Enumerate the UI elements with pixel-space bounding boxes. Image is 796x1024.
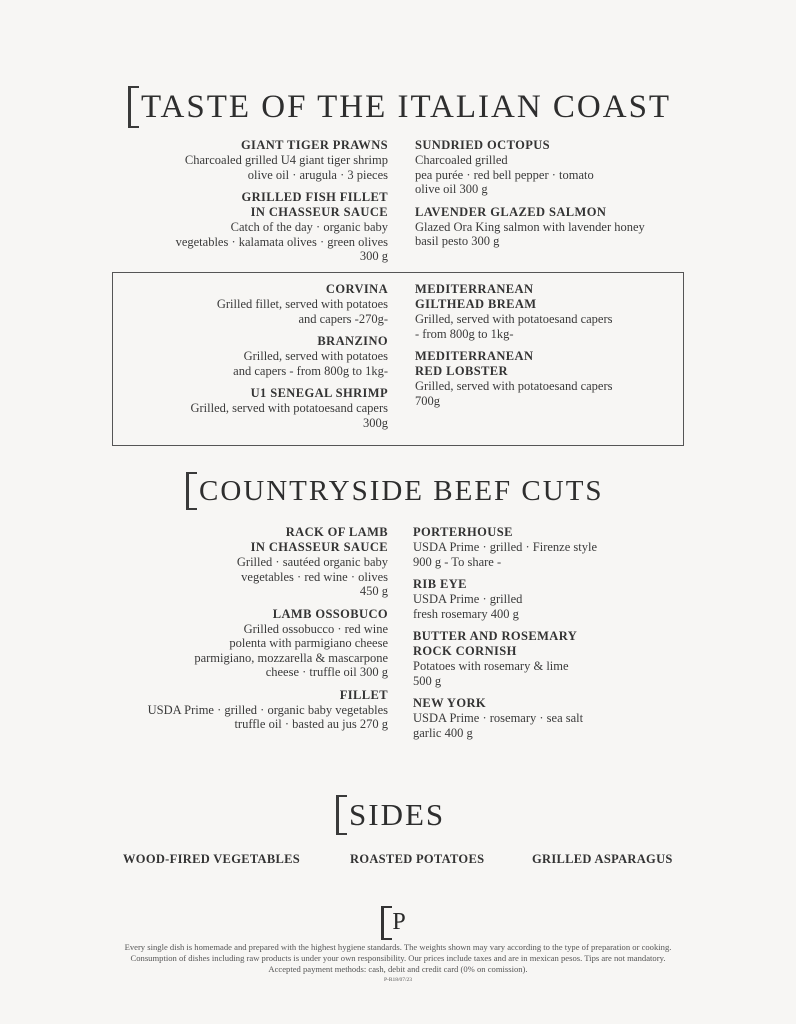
footer-line: Consumption of dishes including raw products is under your own responsibility. Our prices include taxes and are in mexican pesos. Tips are not mandatory. xyxy=(130,953,666,963)
menu-item xyxy=(413,577,673,621)
menu-item xyxy=(415,138,685,197)
logo-bracket-ornament xyxy=(381,906,392,940)
menu-item xyxy=(110,525,388,599)
fresh-catch-left-column xyxy=(140,282,388,438)
section-title-italian-coast xyxy=(128,86,671,128)
footer-disclaimer xyxy=(60,942,736,985)
menu-item-name: LAMB OSSOBUCO xyxy=(272,606,388,621)
menu-item xyxy=(140,386,388,430)
menu-item-description: Grilled, served with potatoesand capers - from 800g to 1kg- xyxy=(415,312,613,341)
footer-line: Every single dish is homemade and prepared with the highest hygiene standards. The weights shown may vary according to the type of preparation or cooking. xyxy=(124,942,672,952)
beef-cuts-left-column xyxy=(110,525,388,740)
menu-item-name: GIANT TIGER PRAWNS xyxy=(240,138,388,152)
menu-item-description: Potatoes with rosemary & lime 500 g xyxy=(413,659,569,688)
menu-item xyxy=(140,334,388,378)
menu-item-description: Grilled ossobucco · red wine polenta with parmigiano cheese parmigiano, mozzarella & mascarpone cheese · truffle oil 300 g xyxy=(194,621,388,679)
italian-coast-right-column xyxy=(415,138,685,257)
menu-item-name: LAVENDER GLAZED SALMON xyxy=(415,204,607,219)
menu-item-name: BUTTER AND ROSEMARY ROCK CORNISH xyxy=(413,629,578,658)
menu-item-name: PORTERHOUSE xyxy=(413,525,513,539)
menu-item-description: Charcoaled grilled U4 giant tiger shrimp olive oil · arugula · 3 pieces xyxy=(184,153,388,182)
menu-item xyxy=(150,190,388,264)
beef-cuts-right-column xyxy=(413,525,673,748)
menu-item-description: Catch of the day · organic baby vegetables · kalamata olives · green olives 300 g xyxy=(175,220,388,263)
footer-line: Accepted payment methods: cash, debit and credit card (0% on comission). xyxy=(268,964,528,974)
section-title-text: SIDES xyxy=(349,797,446,832)
menu-item-description: Grilled, served with potatoes and capers - from 800g to 1kg- xyxy=(233,349,388,378)
menu-item-name: CORVINA xyxy=(325,282,388,296)
menu-item xyxy=(110,688,388,732)
menu-item-name: U1 SENEGAL SHRIMP xyxy=(250,386,388,400)
menu-item-description: USDA Prime · rosemary · sea salt garlic 400 g xyxy=(413,711,584,740)
fresh-catch-right-column xyxy=(415,282,675,416)
menu-item xyxy=(150,138,388,182)
menu-item-name: RACK OF LAMB IN CHASSEUR SAUCE xyxy=(250,525,388,554)
menu-item-name: SUNDRIED OCTOPUS xyxy=(415,138,551,152)
menu-item-description: Grilled, served with potatoesand capers 300g xyxy=(190,401,388,430)
logo-letter: P xyxy=(392,908,406,935)
section-title-sides xyxy=(336,795,445,835)
menu-item-description: Glazed Ora King salmon with lavender honey basil pesto 300 g xyxy=(415,219,645,248)
menu-item-description: Grilled · sautéed organic baby vegetables · red wine · olives 450 g xyxy=(236,555,388,598)
restaurant-logo xyxy=(381,906,411,938)
side-item: ROASTED POTATOES xyxy=(350,852,485,866)
menu-item-description: Charcoaled grilled pea purée · red bell pepper · tomato olive oil 300 g xyxy=(415,153,594,196)
menu-item xyxy=(415,349,675,408)
menu-item xyxy=(413,629,673,688)
menu-item-name: GRILLED FISH FILLET IN CHASSEUR SAUCE xyxy=(241,190,388,219)
footer-code: P-R18/07/23 xyxy=(383,977,413,983)
menu-item-description: USDA Prime · grilled · Firenze style 900 g - To share - xyxy=(413,540,597,569)
menu-item-name: RIB EYE xyxy=(413,577,467,591)
menu-item-name: MEDITERRANEAN GILTHEAD BREAM xyxy=(415,282,537,311)
side-item: GRILLED ASPARAGUS xyxy=(532,852,673,866)
section-title-text: COUNTRYSIDE BEEF CUTS xyxy=(199,474,604,507)
italian-coast-left-column xyxy=(150,138,388,272)
menu-item xyxy=(140,282,388,326)
section-title-beef-cuts xyxy=(186,472,604,510)
title-bracket-ornament xyxy=(186,472,197,510)
menu-item-description: Grilled fillet, served with potatoes and capers -270g- xyxy=(216,297,388,326)
title-bracket-ornament xyxy=(336,795,347,835)
menu-item xyxy=(415,205,685,249)
menu-item-name: MEDITERRANEAN RED LOBSTER xyxy=(415,349,534,378)
menu-item xyxy=(413,696,673,740)
menu-item-name: BRANZINO xyxy=(317,334,388,348)
menu-item xyxy=(415,282,675,341)
menu-item xyxy=(110,607,388,680)
title-bracket-ornament xyxy=(128,86,139,128)
menu-item-name: NEW YORK xyxy=(413,696,486,710)
menu-item-description: Grilled, served with potatoesand capers 700g xyxy=(415,379,613,408)
menu-item-name: FILLET xyxy=(339,687,388,702)
section-title-text: TASTE OF THE ITALIAN COAST xyxy=(141,88,672,125)
menu-item-description: USDA Prime · grilled fresh rosemary 400 g xyxy=(413,592,523,621)
menu-item xyxy=(413,525,673,569)
menu-item-description: USDA Prime · grilled · organic baby vegetables truffle oil · basted au jus 270 g xyxy=(147,702,388,731)
side-item: WOOD-FIRED VEGETABLES xyxy=(123,852,301,866)
